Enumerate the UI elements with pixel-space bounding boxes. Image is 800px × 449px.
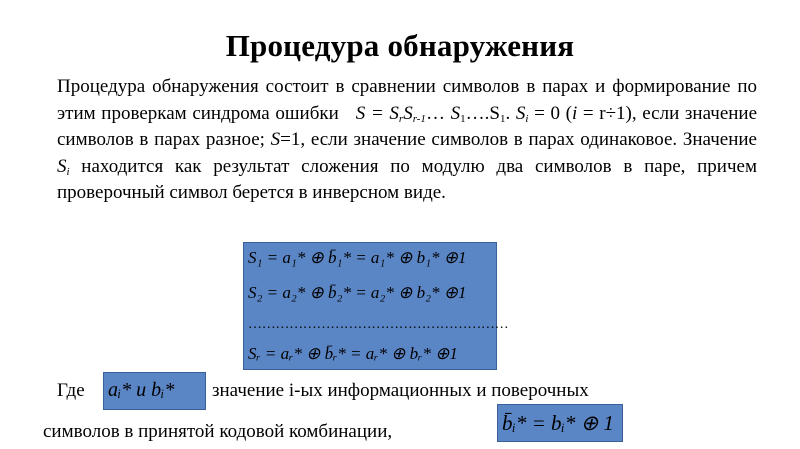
combination-text: символов в принятой кодовой комбинации, bbox=[43, 421, 393, 442]
syndrome-s: S = S bbox=[355, 102, 399, 124]
symbols-formula: aᵢ* и bᵢ* bbox=[108, 379, 175, 401]
inverse-formula: b̄ᵢ* = bᵢ* ⊕ 1 bbox=[502, 411, 614, 435]
symbols-formula-box bbox=[103, 372, 206, 410]
si-symbol: S bbox=[515, 102, 526, 124]
para-text-4: = r÷1), если значение символов в парах разное; bbox=[57, 102, 758, 150]
si-sub: i bbox=[525, 112, 529, 125]
syndrome-s-mid: S bbox=[403, 102, 413, 124]
para-text-6: находится как результат сложения по модулю два символов в паре, причем проверочный символ берется в инверсном виде. bbox=[57, 155, 757, 203]
para-text-1: Процедура обнаружения состоит в сравнении символов в парах и формирование по этим проверкам синдрома ошибки bbox=[57, 76, 757, 124]
syndrome-formula-box bbox=[243, 242, 509, 370]
formula-line-2: S₂ = a₂* ⊕ b̄₂* = a₂* ⊕ b₂* ⊕1 bbox=[248, 283, 467, 302]
meaning-text: значение i-ых информационных и поверочных bbox=[212, 380, 589, 401]
syndrome-sub-r: r bbox=[398, 112, 404, 125]
formula-line-r: Sᵣ = aᵣ* ⊕ b̄ᵣ* = aᵣ* ⊕ bᵣ* ⊕1 bbox=[248, 344, 458, 363]
formula-line-dots: ………………………………………………… bbox=[248, 317, 509, 332]
syndrome-sub-1b: 1 bbox=[499, 112, 506, 125]
i-variable: i bbox=[571, 102, 578, 124]
para-text-2: . bbox=[505, 102, 516, 124]
si2-symbol: S bbox=[57, 155, 67, 177]
where-label: Где bbox=[57, 380, 85, 401]
syndrome-s1a: S bbox=[450, 102, 461, 124]
inverse-formula-box bbox=[497, 404, 623, 442]
syndrome-sub-r1: r-1 bbox=[412, 112, 426, 125]
formula-line-1: S₁ = a₁* ⊕ b̄₁* = a₁* ⊕ b₁* ⊕1 bbox=[248, 248, 467, 267]
body-paragraph bbox=[57, 74, 757, 207]
para-text-5: =1, если значение символов в парах одинаковое. Значение bbox=[280, 129, 757, 150]
syndrome-dots: ….S bbox=[465, 102, 500, 124]
slide-title: Процедура обнаружения bbox=[225, 28, 575, 63]
s-variable: S bbox=[270, 129, 281, 150]
syndrome-ellipsis: … bbox=[425, 102, 445, 124]
si2-sub: i bbox=[66, 165, 70, 178]
syndrome-sub-1a: 1 bbox=[460, 112, 466, 125]
para-text-3: = 0 ( bbox=[528, 102, 572, 124]
